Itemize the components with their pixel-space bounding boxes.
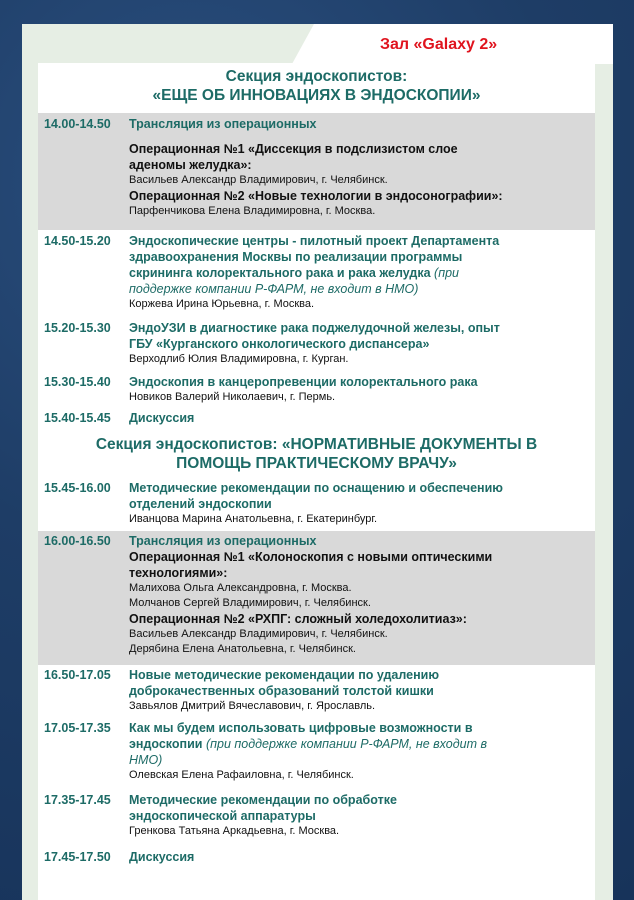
section2-title-line1: Секция эндоскопистов: «НОРМАТИВНЫЕ ДОКУМЕНТЫ В bbox=[95, 436, 538, 453]
row-title-line3-wrap bbox=[129, 265, 591, 281]
row-title: Трансляция из операционных bbox=[129, 534, 317, 548]
op1-title-line2: технологиями»: bbox=[129, 566, 228, 580]
row-body bbox=[129, 480, 591, 527]
row-body bbox=[129, 849, 591, 865]
program-row bbox=[38, 480, 595, 532]
row-time: 15.40-15.45 bbox=[44, 411, 111, 425]
op1-title-line1: Операционная №1 «Колоноскопия с новыми оптическими bbox=[129, 550, 493, 564]
op1-title-line2: аденомы желудка»: bbox=[129, 158, 252, 172]
row-sponsor-note-cont: поддержке компании Р-ФАРМ, не входит в НМО) bbox=[129, 282, 419, 296]
row-title-line2: эндоскопии bbox=[129, 737, 203, 751]
op1-speaker1: Малихова Ольга Александровна, г. Москва. bbox=[129, 582, 352, 594]
op2-title: Операционная №2 «Новые технологии в эндосонографии»: bbox=[129, 189, 503, 203]
row-time: 15.30-15.40 bbox=[44, 375, 111, 389]
row-time: 17.35-17.45 bbox=[44, 793, 111, 807]
row-title-line1: Эндоскопические центры - пилотный проект Департамента bbox=[129, 234, 500, 248]
program-row bbox=[38, 720, 595, 790]
row-body bbox=[129, 667, 591, 714]
row-title-line1: Дискуссия bbox=[129, 850, 195, 864]
row-time: 16.00-16.50 bbox=[44, 534, 111, 548]
row-time: 14.50-15.20 bbox=[44, 234, 111, 248]
row-body bbox=[129, 233, 591, 312]
row-title-line2: доброкачественных образований толстой кишки bbox=[129, 684, 434, 698]
program-row bbox=[38, 667, 595, 719]
row-body bbox=[129, 410, 591, 426]
row-title-line2-wrap bbox=[129, 736, 591, 752]
row-speaker: Новиков Валерий Николаевич, г. Пермь. bbox=[129, 391, 336, 403]
op2-speaker: Парфенчикова Елена Владимировна, г. Москва. bbox=[129, 205, 376, 217]
row-body bbox=[129, 720, 591, 783]
program-row bbox=[38, 320, 595, 372]
program-row bbox=[38, 113, 595, 230]
program-content bbox=[38, 63, 595, 900]
program-row bbox=[38, 374, 595, 408]
section1-title bbox=[38, 67, 595, 105]
row-speaker: Иванцова Марина Анатольевна, г. Екатеринбург. bbox=[129, 513, 378, 525]
row-title-line1: Методические рекомендации по обработке bbox=[129, 793, 397, 807]
row-sponsor-note-cont: НМО) bbox=[129, 753, 163, 767]
row-time: 16.50-17.05 bbox=[44, 668, 111, 682]
op2-speaker1: Васильев Александр Владимирович, г. Челябинск. bbox=[129, 628, 388, 640]
row-title-line1: Дискуссия bbox=[129, 411, 195, 425]
section2-title-line2: ПОМОЩЬ ПРАКТИЧЕСКОМУ ВРАЧУ» bbox=[176, 455, 457, 472]
op1-title-line1: Операционная №1 «Диссекция в подслизистом слое bbox=[129, 142, 458, 156]
row-title-line1: Как мы будем использовать цифровые возможности в bbox=[129, 721, 473, 735]
row-speaker: Олевская Елена Рафаиловна, г. Челябинск. bbox=[129, 769, 354, 781]
row-title-line1: Эндоскопия в канцеропревенции колоректального рака bbox=[129, 375, 478, 389]
program-row bbox=[38, 233, 595, 321]
row-time: 15.45-16.00 bbox=[44, 481, 111, 495]
row-body bbox=[129, 320, 591, 367]
row-time: 17.05-17.35 bbox=[44, 721, 111, 735]
program-row bbox=[38, 531, 595, 665]
row-sponsor-note: (при поддержке компании Р-ФАРМ, не входит в bbox=[205, 737, 488, 751]
row-title-line2: ГБУ «Курганского онкологического диспансера» bbox=[129, 337, 430, 351]
program-row bbox=[38, 849, 595, 867]
row-title-line1: Методические рекомендации по оснащению и обеспечению bbox=[129, 481, 503, 495]
op1-speaker2: Молчанов Сергей Владимирович, г. Челябинск. bbox=[129, 597, 371, 609]
row-speaker: Коржева Ирина Юрьевна, г. Москва. bbox=[129, 298, 315, 310]
row-time: 15.20-15.30 bbox=[44, 321, 111, 335]
row-body bbox=[129, 374, 591, 405]
op1-speaker: Васильев Александр Владимирович, г. Челябинск. bbox=[129, 174, 388, 186]
operating-room-block bbox=[129, 141, 591, 219]
program-row bbox=[38, 792, 595, 844]
row-title-line2: здравоохранения Москвы по реализации программы bbox=[129, 250, 463, 264]
row-time: 17.45-17.50 bbox=[44, 850, 111, 864]
row-title-line3: скрининга колоректального рака и рака желудка bbox=[129, 266, 431, 280]
section1-title-line1: Секция эндоскопистов: bbox=[225, 68, 408, 85]
op2-speaker2: Дерябина Елена Анатольевна, г. Челябинск. bbox=[129, 643, 356, 655]
row-body bbox=[129, 792, 591, 839]
row-speaker: Завьялов Дмитрий Вячеславович, г. Ярославль. bbox=[129, 700, 376, 712]
row-title: Трансляция из операционных bbox=[129, 117, 317, 131]
row-title-line2: отделений эндоскопии bbox=[129, 497, 272, 511]
row-title-line2: эндоскопической аппаратуры bbox=[129, 809, 316, 823]
section1-title-line2: «ЕЩЕ ОБ ИННОВАЦИЯХ В ЭНДОСКОПИИ» bbox=[152, 87, 481, 104]
row-sponsor-note: (при bbox=[434, 266, 459, 280]
op2-title: Операционная №2 «РХПГ: сложный холедохолитиаз»: bbox=[129, 612, 467, 626]
row-body bbox=[129, 533, 591, 657]
section2-title bbox=[38, 435, 595, 473]
row-title-line1: ЭндоУЗИ в диагностике рака поджелудочной железы, опыт bbox=[129, 321, 500, 335]
row-time: 14.00-14.50 bbox=[44, 117, 111, 131]
row-speaker: Верходлиб Юлия Владимировна, г. Курган. bbox=[129, 353, 349, 365]
program-row bbox=[38, 410, 595, 428]
row-title-line1: Новые методические рекомендации по удалению bbox=[129, 668, 440, 682]
row-body bbox=[129, 116, 591, 132]
row-speaker: Гренкова Татьяна Аркадьевна, г. Москва. bbox=[129, 825, 340, 837]
hall-title: Зал «Galaxy 2» bbox=[380, 36, 498, 53]
